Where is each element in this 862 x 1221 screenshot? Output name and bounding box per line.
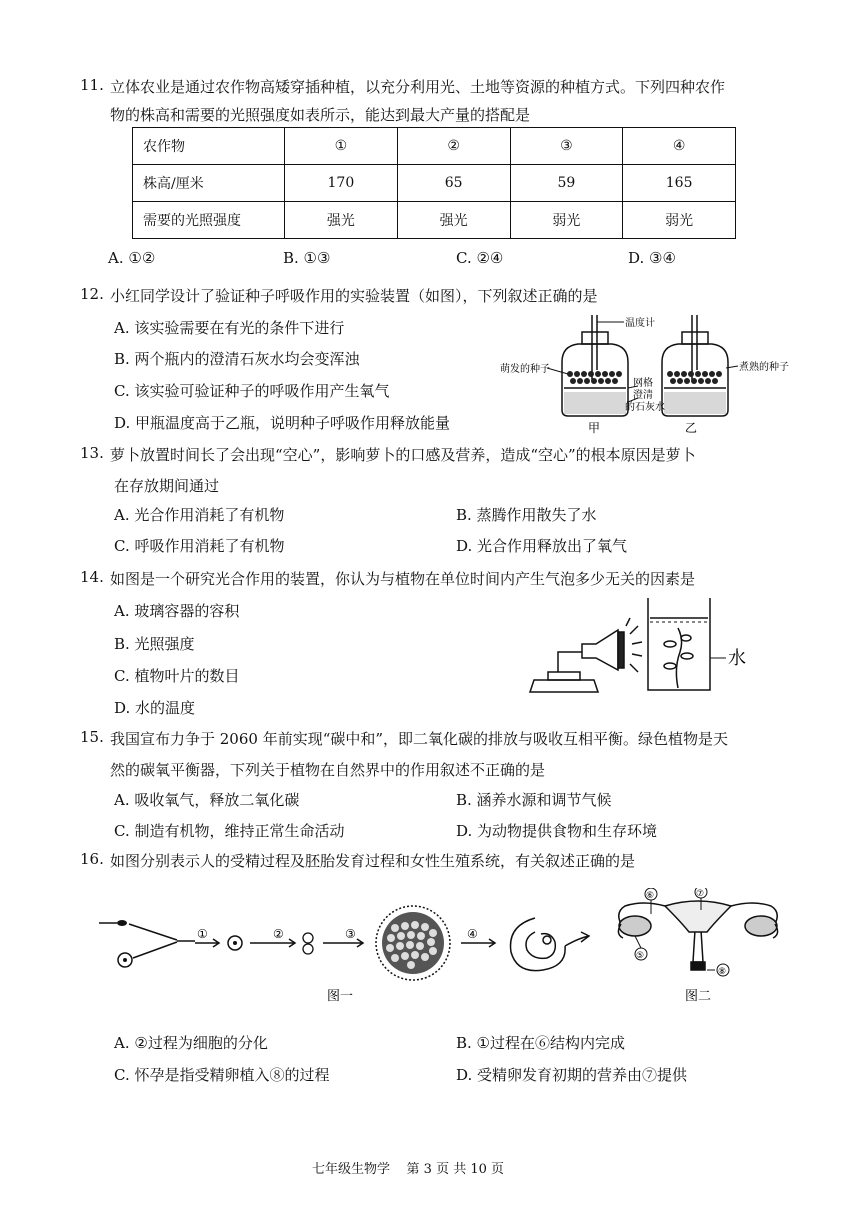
q11-stem-line1: 立体农业是通过农作物高矮穿插种植，以充分利用光、土地等资源的种植方式。下列四种农作	[110, 78, 726, 96]
q13-stem-line2: 在存放期间通过	[114, 477, 220, 495]
q15-number: 15.	[80, 728, 104, 746]
q11-number: 11.	[80, 76, 104, 94]
figure-2-markers	[635, 888, 729, 976]
q13-option-d[interactable]: D. 光合作用释放出了氧气	[456, 537, 628, 555]
table-cell: ③	[510, 128, 623, 165]
table-cell: ②	[397, 128, 510, 165]
q12-option-b[interactable]: B. 两个瓶内的澄清石灰水均会变浑浊	[114, 350, 360, 368]
beaker	[648, 598, 710, 690]
label-1: ①	[197, 927, 208, 941]
q15-option-a[interactable]: A. 吸收氧气，释放二氧化碳	[114, 791, 300, 809]
label-jar-a: 甲	[588, 421, 601, 435]
q14-number: 14.	[80, 568, 104, 586]
q16-option-c[interactable]: C. 怀孕是指受精卵植入⑧的过程	[114, 1066, 330, 1084]
q13-stem-line1: 萝卜放置时间长了会出现“空心”，影响萝卜的口感及营养，造成“空心”的根本原因是萝卜	[110, 446, 696, 464]
label-7: ⑦	[696, 889, 705, 899]
lamp	[530, 630, 624, 692]
q16-option-b[interactable]: B. ①过程在⑥结构内完成	[456, 1034, 626, 1052]
q14-option-a[interactable]: A. 玻璃容器的容积	[114, 602, 240, 620]
blastocyst-icon	[376, 906, 450, 980]
aquatic-plant	[664, 628, 693, 688]
label-3: ③	[345, 927, 356, 941]
table-cell: 65	[397, 165, 510, 202]
q12-number: 12.	[80, 285, 104, 303]
q15-option-b[interactable]: B. 涵养水源和调节气候	[456, 791, 612, 809]
table-cell: 强光	[397, 202, 510, 239]
table-cell: ④	[623, 128, 736, 165]
limewater-a	[564, 392, 626, 414]
q16-number: 16.	[80, 850, 104, 868]
q11-option-a[interactable]: A. ①②	[108, 249, 156, 267]
q14-option-b[interactable]: B. 光照强度	[114, 635, 195, 653]
q13-option-b[interactable]: B. 蒸腾作用散失了水	[456, 506, 597, 524]
photosynthesis-apparatus	[520, 596, 770, 698]
limewater-b	[664, 392, 726, 414]
q14-stem: 如图是一个研究光合作用的装置，你认为与植物在单位时间内产生气泡多少无关的因素是	[110, 570, 696, 588]
arrow-3	[323, 939, 363, 947]
table-cell: 需要的光照强度	[133, 202, 285, 239]
seed-layer-a	[567, 371, 622, 384]
q11-stem-line2: 物的株高和需要的光照强度如表所示，能达到最大产量的搭配是	[110, 106, 531, 124]
q14-option-d[interactable]: D. 水的温度	[114, 699, 196, 717]
label-2: ②	[273, 927, 284, 941]
caption-figure-1: 图一	[327, 989, 354, 1004]
fertilization-and-reproductive-figure	[95, 888, 805, 1008]
table-cell: 165	[623, 165, 736, 202]
label-boiled-seeds: 煮熟的种子	[739, 362, 789, 373]
fusion-lines	[129, 924, 195, 958]
table-header-row	[133, 128, 736, 165]
q11-option-d[interactable]: D. ③④	[628, 249, 676, 267]
two-cell-icon	[303, 933, 313, 954]
table-cell: 弱光	[623, 202, 736, 239]
label-germinating-seeds: 萌发的种子	[500, 364, 550, 375]
crop-table	[132, 127, 736, 239]
label-4: ④	[467, 927, 478, 941]
embryo-icon	[511, 918, 590, 971]
table-cell: 弱光	[510, 202, 623, 239]
q11-option-b[interactable]: B. ①③	[283, 249, 331, 267]
q13-number: 13.	[80, 444, 104, 462]
seed-layer-b	[667, 371, 722, 384]
label-water: 水	[728, 648, 746, 669]
label-limewater-1: 澄清	[633, 390, 653, 401]
q16-option-d[interactable]: D. 受精卵发育初期的营养由⑦提供	[456, 1066, 688, 1084]
q14-option-c[interactable]: C. 植物叶片的数目	[114, 667, 240, 685]
q16-option-a[interactable]: A. ②过程为细胞的分化	[114, 1034, 268, 1052]
q15-option-c[interactable]: C. 制造有机物，维持正常生命活动	[114, 822, 345, 840]
zygote-icon	[228, 936, 242, 950]
table-cell: ①	[285, 128, 398, 165]
q15-stem-line2: 然的碳氧平衡器，下列关于植物在自然界中的作用叙述不正确的是	[110, 761, 546, 779]
table-cell: 株高/厘米	[133, 165, 285, 202]
label-limewater-2: 的石灰水	[625, 402, 665, 413]
q12-option-c[interactable]: C. 该实验可验证种子的呼吸作用产生氧气	[114, 382, 390, 400]
egg-icon	[118, 953, 132, 967]
q12-option-a[interactable]: A. 该实验需要在有光的条件下进行	[114, 319, 345, 337]
seed-respiration-apparatus	[500, 310, 800, 440]
label-jar-b: 乙	[685, 421, 698, 435]
label-thermometer: 温度计	[625, 318, 655, 329]
table-cell: 170	[285, 165, 398, 202]
q13-option-a[interactable]: A. 光合作用消耗了有机物	[114, 506, 285, 524]
label-6: ⑥	[646, 891, 655, 901]
table-cell: 农作物	[133, 128, 285, 165]
table-cell: 强光	[285, 202, 398, 239]
page-footer: 七年级生物学 第 3 页 共 10 页	[312, 1162, 505, 1177]
table-cell: 59	[510, 165, 623, 202]
sperm-icon	[99, 920, 127, 926]
q11-option-c[interactable]: C. ②④	[456, 249, 504, 267]
q15-option-d[interactable]: D. 为动物提供食物和生存环境	[456, 822, 658, 840]
q12-stem: 小红同学设计了验证种子呼吸作用的实验装置（如图），下列叙述正确的是	[110, 287, 598, 305]
q15-stem-line1: 我国宣布力争于 2060 年前实现“碳中和”，即二氧化碳的排放与吸收互相平衡。绿色植物是天	[110, 730, 729, 748]
label-5: ⑤	[636, 951, 645, 961]
q12-option-d[interactable]: D. 甲瓶温度高于乙瓶，说明种子呼吸作用释放能量	[114, 414, 451, 432]
light-rays	[626, 618, 642, 672]
caption-figure-2: 图二	[685, 989, 712, 1004]
label-8: ⑧	[718, 967, 727, 977]
table-row	[133, 202, 736, 239]
table-row	[133, 165, 736, 202]
q16-stem: 如图分别表示人的受精过程及胚胎发育过程和女性生殖系统，有关叙述正确的是	[110, 852, 636, 870]
q13-option-c[interactable]: C. 呼吸作用消耗了有机物	[114, 537, 285, 555]
label-mesh: 网格	[633, 378, 653, 389]
